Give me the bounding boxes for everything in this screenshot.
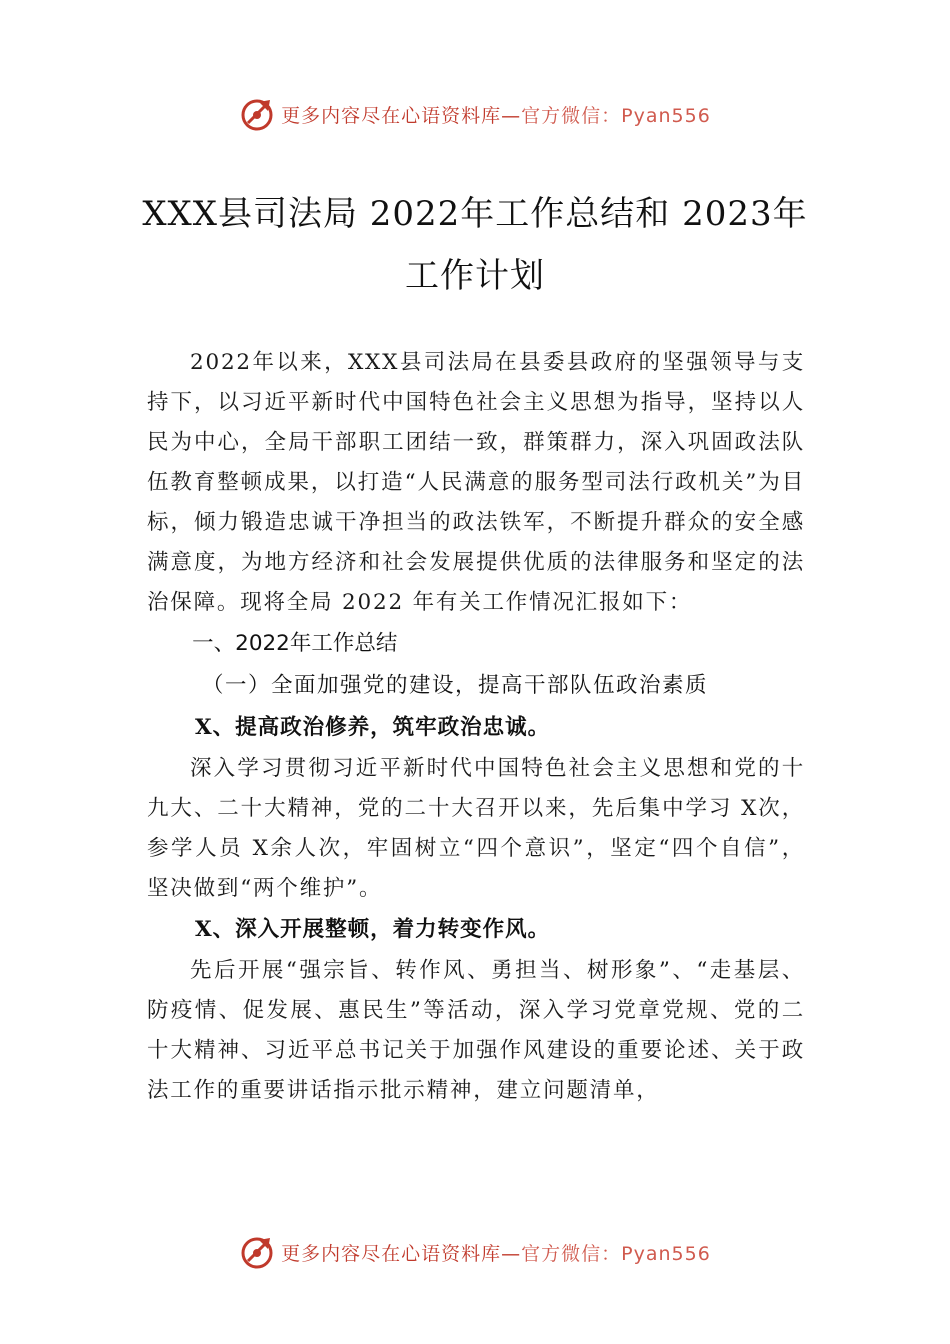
item-heading-2: X、深入开展整顿，着力转变作风。 (195, 917, 551, 942)
watermark-banner-top (0, 92, 950, 136)
subsection-heading: （一）全面加强党的建设，提高干部队伍政治素质 (202, 673, 709, 698)
section-heading: 一、2022年工作总结 (192, 631, 398, 656)
document-title (80, 183, 870, 307)
watermark-wechat: 官方微信：Pyan556 (521, 1242, 711, 1265)
logo-icon (239, 1234, 275, 1270)
document-body (147, 343, 805, 1111)
watermark-text: 更多内容尽在心语资料库— (281, 104, 522, 127)
logo-icon (239, 96, 275, 132)
item-heading-1: X、提高政治修养，筑牢政治忠诚。 (195, 715, 551, 740)
title-line-1: XXX县司法局 2022年工作总结和 2023年 (142, 194, 808, 234)
item-body-2: 先后开展“强宗旨、转作风、勇担当、树形象”、“走基层、防疫情、促发展、惠民生”等活动，深入学习党章党规、党的二十大精神、习近平总书记关于加强作风建设的重要论述、关于政法工作的重要讲话指示批示精神，建立问题清单， (147, 958, 805, 1103)
item-body-1: 深入学习贯彻习近平新时代中国特色社会主义思想和党的十九大、二十大精神，党的二十大召开以来，先后集中学习 X次，参学人员 X余人次，牢固树立“四个意识”，坚定“四个自信”，坚决做到“两个维护”。 (147, 756, 805, 901)
title-line-2: 工作计划 (405, 256, 545, 296)
watermark-banner-bottom (0, 1230, 950, 1274)
watermark-text: 更多内容尽在心语资料库— (281, 1242, 522, 1265)
intro-paragraph: 2022年以来，XXX县司法局在县委县政府的坚强领导与支持下，以习近平新时代中国特色社会主义思想为指导，坚持以人民为中心，全局干部职工团结一致，群策群力，深入巩固政法队伍教育整顿成果，以打造“人民满意的服务型司法行政机关”为目标，倾力锻造忠诚干净担当的政法铁军，不断提升群众的安全感满意度，为地方经济和社会发展提供优质的法律服务和坚定的法治保障。现将全局 2022 年有关工作情况汇报如下： (147, 350, 805, 615)
watermark-wechat: 官方微信：Pyan556 (521, 104, 711, 127)
